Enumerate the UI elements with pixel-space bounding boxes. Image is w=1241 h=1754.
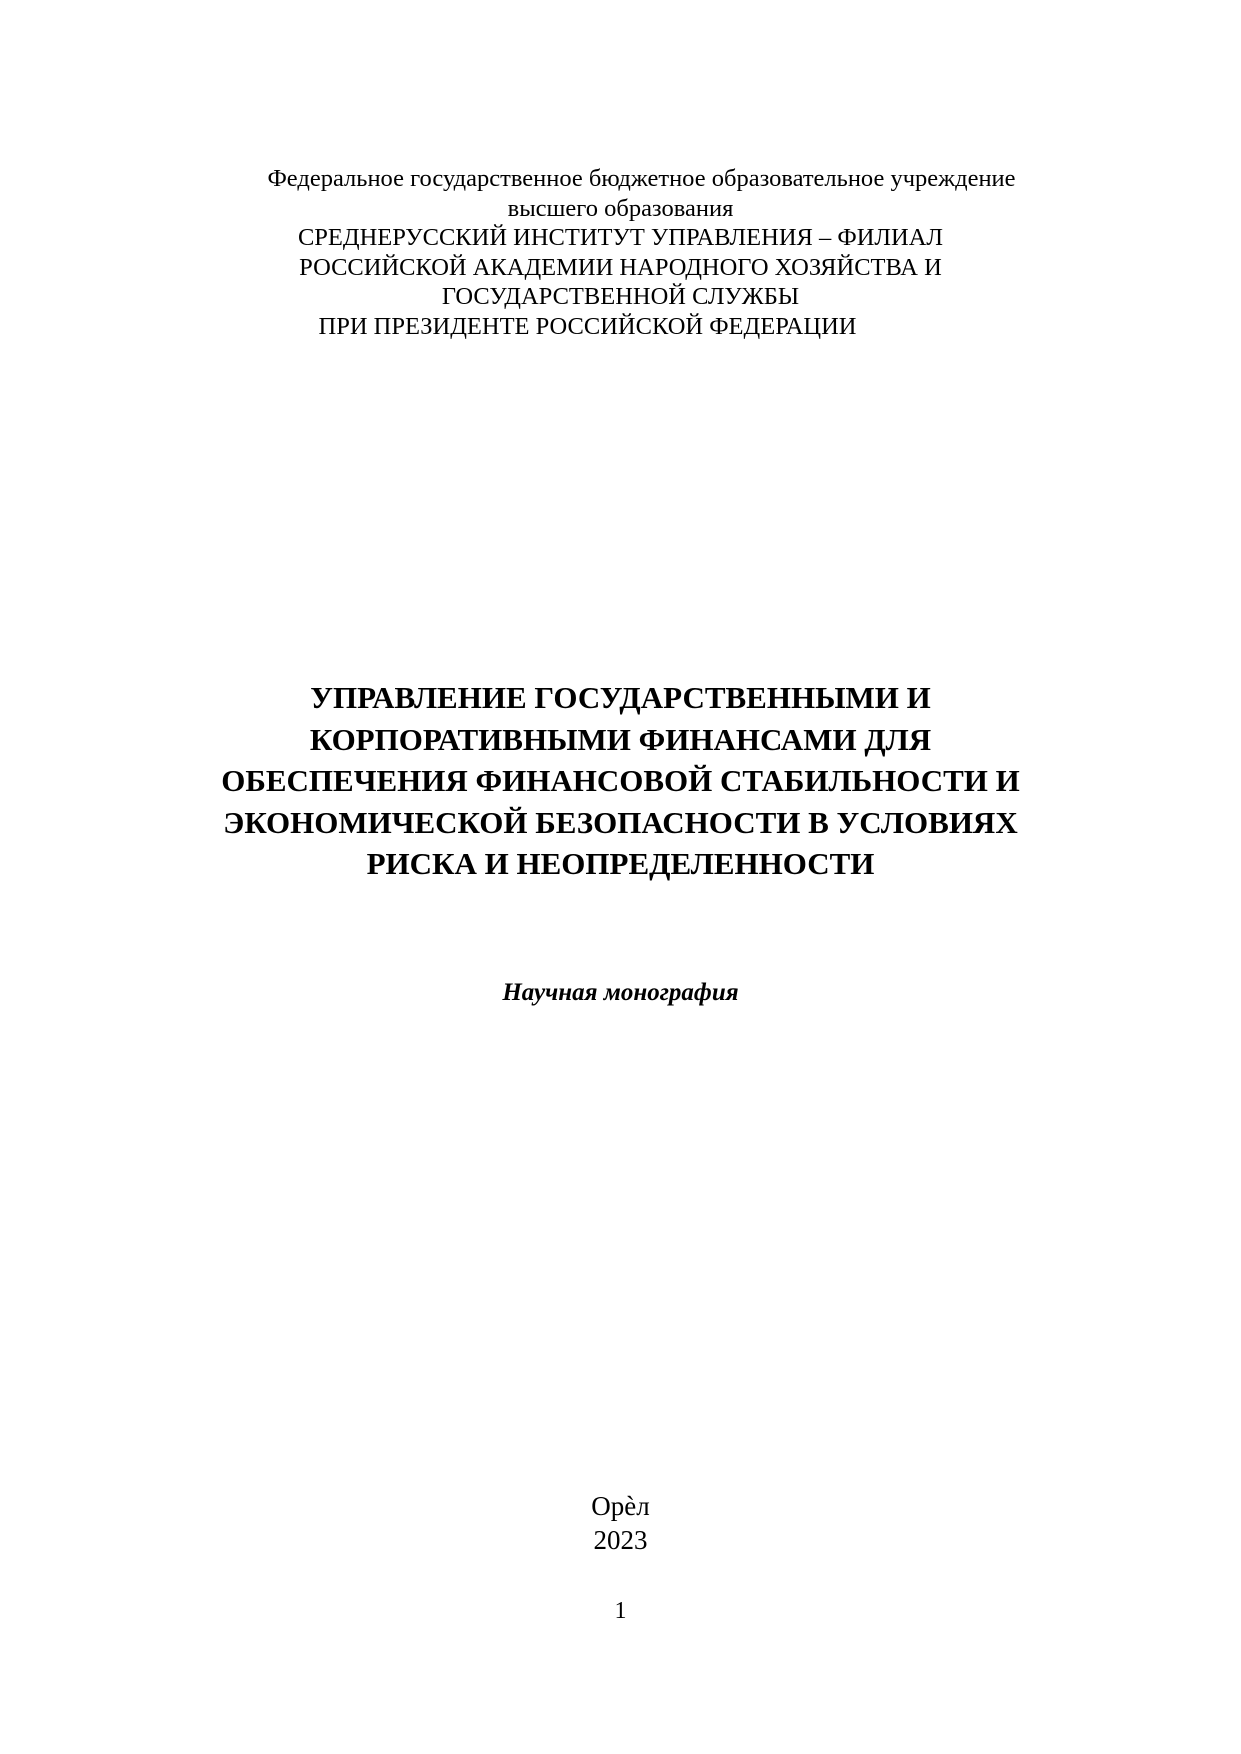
document-type: Научная монография [502, 979, 739, 1006]
title-line: ЭКОНОМИЧЕСКОЙ БЕЗОПАСНОСТИ В УСЛОВИЯХ [223, 804, 1018, 840]
header-line: Федеральное государственное бюджетное образовательное учреждение [267, 165, 1016, 192]
imprint-year: 2023 [593, 1525, 648, 1555]
title-line: ОБЕСПЕЧЕНИЯ ФИНАНСОВОЙ СТАБИЛЬНОСТИ И [221, 763, 1020, 798]
title-line: УПРАВЛЕНИЕ ГОСУДАРСТВЕННЫМИ И [310, 680, 931, 715]
header-line: СРЕДНЕРУССКИЙ ИНСТИТУТ УПРАВЛЕНИЯ – ФИЛИАЛ [297, 224, 944, 251]
page-number: 1 [614, 1598, 627, 1624]
title-line: КОРПОРАТИВНЫМИ ФИНАНСАМИ ДЛЯ [309, 721, 932, 757]
imprint-city: Орѐл [591, 1491, 650, 1521]
document-title [0, 677, 1241, 885]
header-line: ГОСУДАРСТВЕННОЙ СЛУЖБЫ [441, 283, 800, 310]
header-line: РОССИЙСКОЙ АКАДЕМИИ НАРОДНОГО ХОЗЯЙСТВА И [299, 253, 942, 281]
header-line: высшего образования [507, 194, 734, 222]
institution-header [0, 164, 1241, 341]
imprint [0, 1489, 1241, 1557]
title-line: РИСКА И НЕОПРЕДЕЛЕННОСТИ [366, 846, 875, 881]
header-line: ПРИ ПРЕЗИДЕНТЕ РОССИЙСКОЙ ФЕДЕРАЦИИ [318, 312, 857, 340]
